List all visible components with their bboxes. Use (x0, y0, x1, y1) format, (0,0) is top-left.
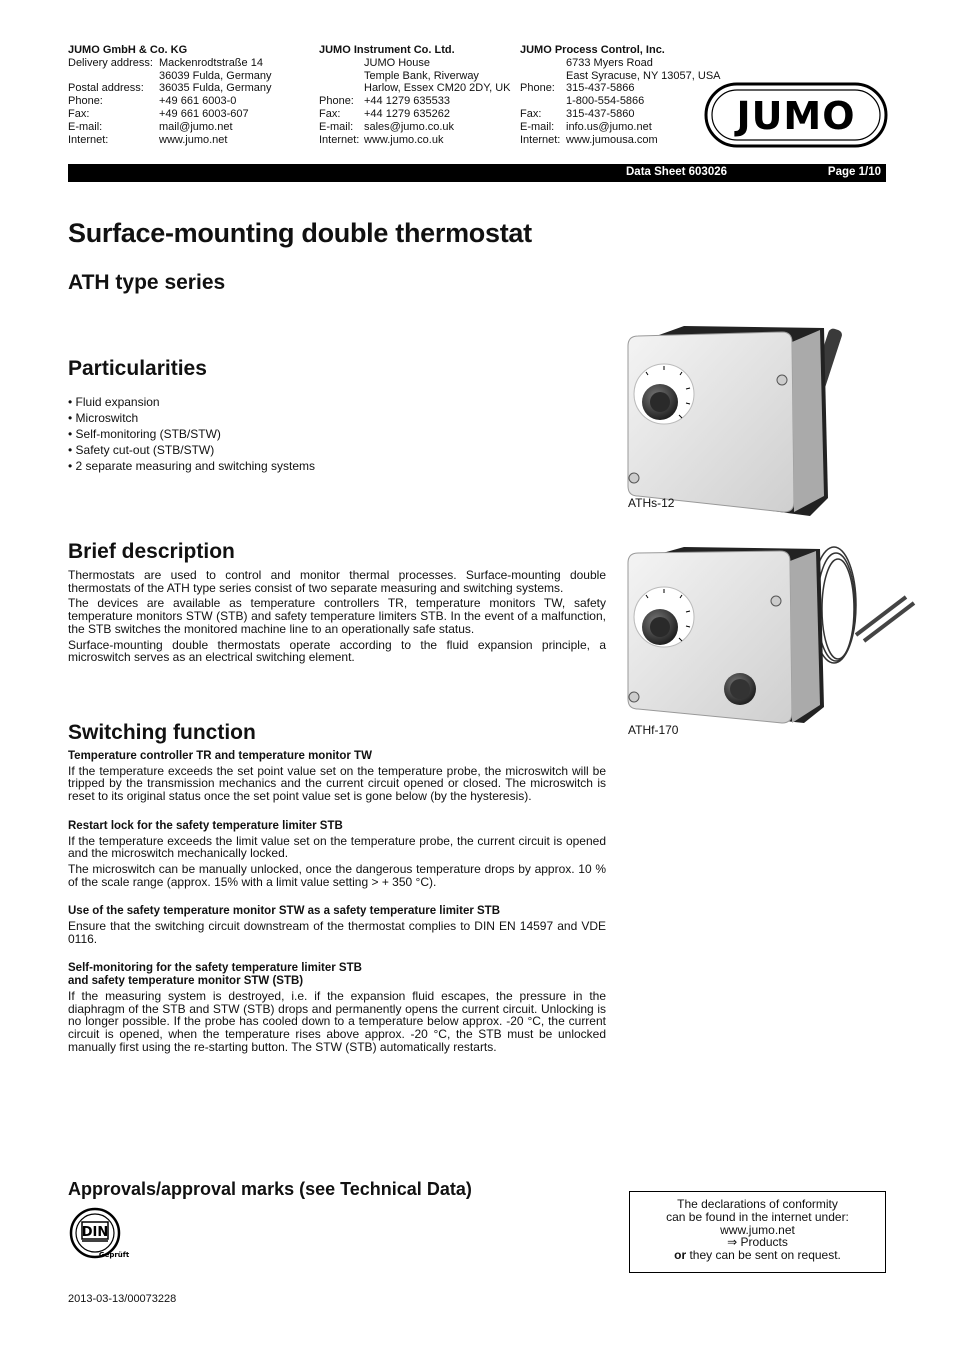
address-label: Fax: (520, 107, 542, 120)
din-approval-mark (68, 1205, 130, 1263)
conformity-line-5 (630, 1249, 885, 1262)
switching-function-heading: Switching function (68, 721, 256, 744)
address-row (319, 82, 511, 95)
particularities-heading: Particularities (68, 357, 207, 380)
list-item-text: Self-monitoring (STB/STW) (75, 427, 221, 441)
section-subheading: Self-monitoring for the safety temperature limiter STB and safety temperature monitor STW (STB) (68, 962, 362, 988)
address-label: Phone: (68, 95, 103, 108)
address-value: +44 1279 635262 (364, 107, 450, 120)
address-value: 315-437-5866 (566, 82, 635, 95)
brief-paragraph: Thermostats are used to control and monitor thermal processes. Surface-mounting double thermostats of the ATH type series consist of two separate measuring and switching systems. (68, 568, 606, 595)
address-label: Phone: (319, 95, 354, 108)
address-value: +49 661 6003-607 (159, 107, 249, 120)
din-mark-subtext: Geprüft (98, 1251, 130, 1259)
address-value: www.jumo.co.uk (364, 133, 444, 146)
address-value: mail@jumo.net (159, 120, 233, 133)
list-item: • Fluid expansion (68, 395, 160, 409)
switching-function-text (68, 750, 606, 1056)
din-mark-text: DIN (81, 1225, 109, 1240)
address-value: East Syracuse, NY 13057, USA (566, 69, 721, 82)
address-row (520, 121, 721, 134)
address-value: 36039 Fulda, Germany (159, 69, 272, 82)
address-value: +44 1279 635533 (364, 95, 450, 108)
address-value: Harlow, Essex CM20 2DY, UK (364, 82, 511, 95)
address-row (520, 108, 721, 121)
address-value: +49 661 6003-0 (159, 95, 237, 108)
address-label: Fax: (68, 107, 90, 120)
address-label: Internet: (68, 133, 109, 146)
address-label: E-mail: (68, 120, 103, 133)
section-subheading: Restart lock for the safety temperature limiter STB (68, 819, 343, 832)
section-paragraph: If the temperature exceeds the limit value set on the temperature probe, the current circuit is opened and the microswitch mechanically locked. (68, 833, 606, 861)
address-row (520, 95, 721, 108)
address-row (68, 95, 272, 108)
address-label (319, 70, 364, 83)
address-row (319, 57, 511, 70)
list-item-text: Fluid expansion (75, 395, 160, 409)
address-row (68, 108, 272, 121)
list-item: • Microswitch (68, 411, 139, 425)
list-item-text: 2 separate measuring and switching systems (75, 459, 315, 473)
brief-description-heading: Brief description (68, 540, 235, 563)
photo-caption-athf-170: ATHf-170 (628, 723, 679, 737)
company-name: JUMO Process Control, Inc. (520, 44, 665, 56)
conformity-note-box (629, 1191, 886, 1273)
address-value: 1-800-554-5866 (566, 95, 645, 108)
photo-caption-aths-12: ATHs-12 (628, 496, 675, 510)
list-item-text: Safety cut-out (STB/STW) (75, 443, 215, 457)
brief-paragraph: The devices are available as temperature controllers TR, temperature monitors TW, safety temperature monitors STW (STB) and safety temperature limiters STB. In the event of a malfunction, the STB switches the monitored machine line to an operationally safe status. (68, 596, 606, 636)
address-label (520, 95, 566, 108)
address-value: www.jumousa.com (566, 133, 658, 146)
address-row (319, 121, 511, 134)
section-paragraph: The microswitch can be manually unlocked, once the dangerous temperature drops by approx. 10 % of the scale range (approx. 15% with a limit value setting > + 350 °C). (68, 861, 606, 889)
brief-paragraph: Surface-mounting double thermostats operate according to the fluid expansion principle, a microswitch serves as an electrical switching element. (68, 637, 606, 665)
document-title: Surface-mounting double thermostat (68, 218, 532, 248)
section-subheading: Temperature controller TR and temperature monitor TW (68, 750, 372, 762)
product-photo-aths-12 (624, 322, 856, 520)
address-label: E-mail: (520, 120, 555, 133)
datasheet-number: Data Sheet 603026 (626, 166, 728, 178)
address-label: Postal address: (68, 82, 144, 95)
address-value: JUMO House (364, 56, 431, 69)
address-label: Delivery address: (68, 56, 153, 69)
document-subtitle: ATH type series (68, 271, 226, 294)
address-block-germany (68, 44, 272, 146)
address-value: Temple Bank, Riverway (364, 69, 479, 82)
list-item-text: Microswitch (75, 411, 139, 425)
section-subheading: Use of the safety temperature monitor STW as a safety temperature limiter STB (68, 905, 501, 918)
jumo-logo (704, 82, 888, 148)
section-paragraph: If the measuring system is destroyed, i.e. if the expansion fluid escapes, the pressure in the diaphragm of the STB and STW (STB) drops and permanently opens the current circuit. Unlocking is no longer possible. If the probe has cooled down to a temperature below approx. -20 °C, the current circuit is opened, when the temperature rises above approx. -20 °C, the STB must be unlocked manually first using the re-starting button. The STW (STB) automatically restarts. (68, 988, 606, 1054)
conformity-url[interactable]: www.jumo.net (720, 1222, 795, 1237)
address-row (520, 134, 721, 147)
datasheet-header-bar (68, 164, 886, 182)
address-row (520, 57, 721, 70)
address-row (68, 134, 272, 147)
address-block-uk (319, 44, 511, 146)
address-value: info.us@jumo.net (566, 120, 652, 133)
document-date-code: 2013-03-13/00073228 (68, 1293, 177, 1305)
address-block-usa (520, 44, 721, 146)
brief-description-text (68, 569, 606, 667)
address-label (520, 57, 566, 70)
address-label (319, 82, 364, 95)
address-row (68, 70, 272, 83)
address-row (68, 82, 272, 95)
address-row (319, 95, 511, 108)
address-label: E-mail: (319, 120, 354, 133)
address-label (68, 70, 159, 83)
address-value: www.jumo.net (159, 133, 228, 146)
list-item: • Self-monitoring (STB/STW) (68, 427, 221, 441)
address-label: Phone: (520, 82, 555, 95)
address-row (319, 134, 511, 147)
conformity-line-1: The declarations of conformity (677, 1197, 838, 1211)
particularities-list (68, 394, 315, 474)
address-value: 6733 Myers Road (566, 56, 653, 69)
address-value: 315-437-5860 (566, 107, 635, 120)
address-label: Internet: (319, 133, 360, 146)
conformity-line-5-rest: they can be sent on request. (686, 1248, 841, 1263)
company-name: JUMO Instrument Co. Ltd. (319, 44, 455, 56)
address-row (319, 108, 511, 121)
address-value: sales@jumo.co.uk (364, 120, 455, 133)
address-row (68, 121, 272, 134)
address-value: Mackenrodtstraße 14 (159, 56, 263, 69)
address-label (319, 57, 364, 70)
address-row (319, 70, 511, 83)
address-row (520, 70, 721, 83)
page-number: Page 1/10 (827, 166, 881, 178)
address-row (68, 57, 272, 70)
conformity-or-word: or (674, 1248, 687, 1263)
address-row (520, 82, 721, 95)
approvals-heading: Approvals/approval marks (see Technical Data) (68, 1179, 472, 1199)
conformity-products-link[interactable]: ⇒ Products (727, 1235, 788, 1250)
list-item: • Safety cut-out (STB/STW) (68, 443, 215, 457)
logo-text: JUMO (736, 94, 856, 138)
company-name: JUMO GmbH & Co. KG (68, 44, 188, 56)
address-label: Internet: (520, 133, 561, 146)
address-value: 36035 Fulda, Germany (159, 82, 272, 95)
section-paragraph: Ensure that the switching circuit downstream of the thermostat complies to DIN EN 14597 and VDE 0116. (68, 919, 606, 946)
product-photo-athf-170 (624, 545, 916, 725)
address-label (520, 70, 566, 83)
section-paragraph: If the temperature exceeds the set point value set on the temperature probe, the microswitch will be tripped by the transmission mechanics and the current circuit opened or closed. The microswitch is reset to its original status once the set point value set is gone below (by the hysteresis). (68, 763, 606, 804)
list-item: • 2 separate measuring and switching systems (68, 459, 315, 473)
conformity-line-2: can be found in the internet under: (666, 1209, 849, 1224)
address-label: Fax: (319, 107, 341, 120)
